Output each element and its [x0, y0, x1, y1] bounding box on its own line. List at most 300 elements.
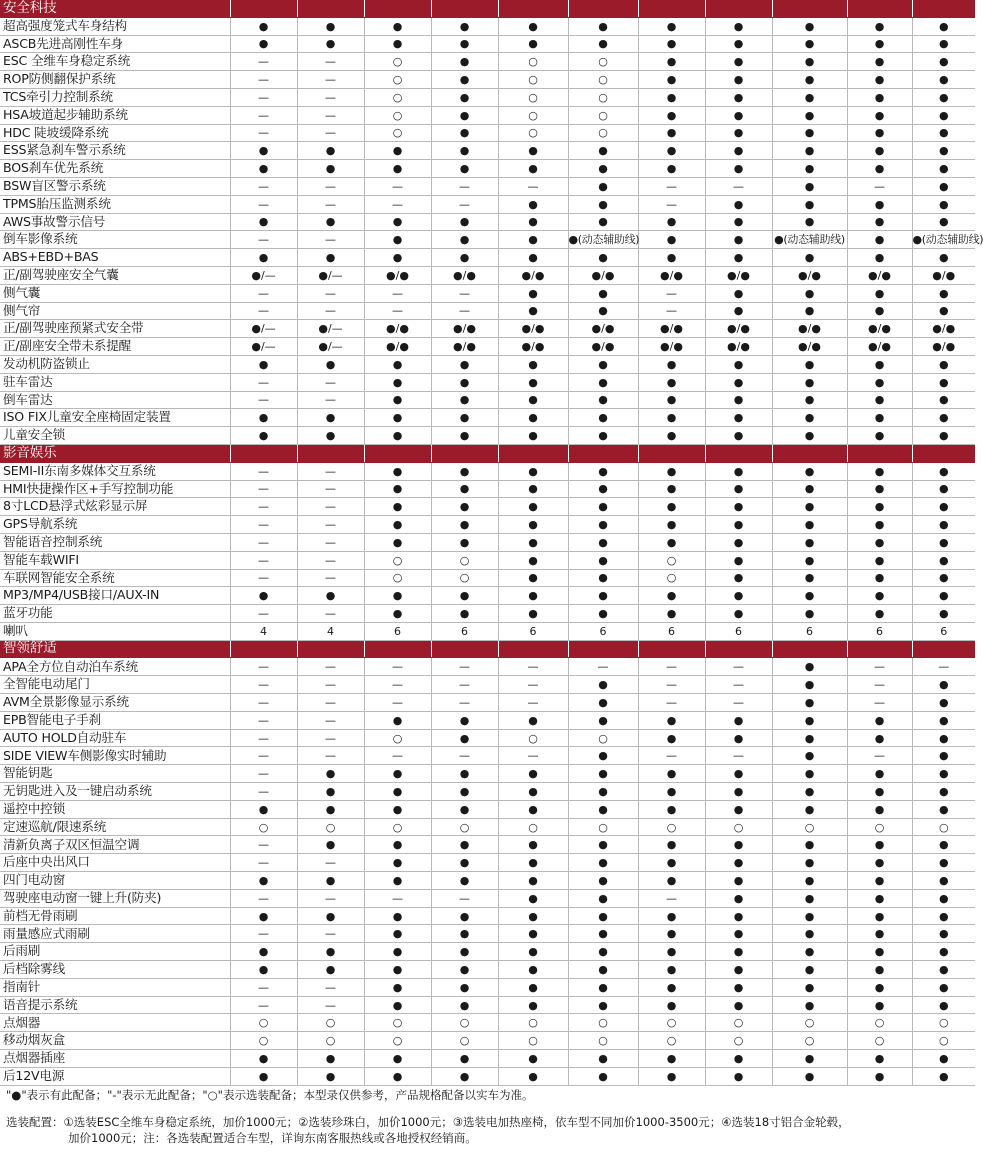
spec-cell: ● [772, 800, 847, 818]
spec-cell: ● [705, 907, 772, 925]
spec-cell: ○ [847, 1032, 912, 1050]
spec-cell: ●/● [772, 266, 847, 284]
spec-cell: ● [431, 498, 498, 516]
spec-cell: ● [772, 765, 847, 783]
section-header-cell [297, 640, 364, 658]
spec-cell: ● [912, 1067, 975, 1085]
spec-cell: — [364, 889, 431, 907]
spec-cell: — [847, 694, 912, 712]
spec-cell: ○ [568, 729, 638, 747]
spec-cell: — [364, 284, 431, 302]
spec-cell: ● [847, 1050, 912, 1068]
spec-cell: ● [498, 391, 568, 409]
spec-cell: — [297, 480, 364, 498]
feature-label: ESS紧急刹车警示系统 [0, 142, 230, 160]
spec-cell: ● [297, 765, 364, 783]
spec-cell: ○ [498, 818, 568, 836]
spec-cell: ● [772, 711, 847, 729]
spec-cell: ● [772, 658, 847, 676]
spec-cell: ●/● [498, 338, 568, 356]
spec-cell: ● [431, 462, 498, 480]
spec-cell: ●/● [847, 338, 912, 356]
spec-cell: ● [705, 551, 772, 569]
spec-cell: ● [431, 872, 498, 890]
spec-cell: ● [568, 480, 638, 498]
spec-cell: ● [847, 53, 912, 71]
feature-label: 驻车雷达 [0, 373, 230, 391]
spec-cell: ● [912, 907, 975, 925]
spec-cell: ● [847, 729, 912, 747]
spec-cell: ● [772, 35, 847, 53]
table-row [0, 729, 975, 747]
spec-cell: ● [431, 106, 498, 124]
table-row [0, 800, 975, 818]
feature-label: 蓝牙功能 [0, 605, 230, 623]
spec-cell: ● [230, 1067, 297, 1085]
spec-cell: ● [638, 1067, 705, 1085]
spec-cell: ● [364, 1067, 431, 1085]
spec-cell: ● [364, 160, 431, 178]
spec-cell: ● [912, 17, 975, 35]
spec-cell: ● [230, 427, 297, 445]
spec-cell: ● [705, 854, 772, 872]
spec-cell: ● [638, 605, 705, 623]
spec-cell: ● [847, 925, 912, 943]
table-row [0, 35, 975, 53]
spec-cell: ● [705, 996, 772, 1014]
table-row [0, 658, 975, 676]
spec-cell: ● [364, 854, 431, 872]
spec-cell: — [230, 836, 297, 854]
section-header-cell [772, 640, 847, 658]
feature-label: 发动机防盗锁止 [0, 355, 230, 373]
spec-cell: ● [912, 551, 975, 569]
spec-cell: ● [705, 35, 772, 53]
spec-cell: ● [705, 373, 772, 391]
feature-label: 后座中央出风口 [0, 854, 230, 872]
feature-label: 正/副座安全带未系提醒 [0, 338, 230, 356]
spec-cell: ● [230, 17, 297, 35]
spec-cell: — [638, 658, 705, 676]
spec-cell: ● [847, 765, 912, 783]
section-header-cell [431, 640, 498, 658]
spec-cell: — [364, 302, 431, 320]
feature-label: 儿童安全锁 [0, 427, 230, 445]
spec-cell: ○ [297, 1032, 364, 1050]
spec-cell: — [364, 694, 431, 712]
spec-cell: ● [705, 1067, 772, 1085]
spec-cell: ● [772, 409, 847, 427]
spec-cell: ○ [638, 1014, 705, 1032]
spec-cell: ● [230, 587, 297, 605]
spec-cell: ● [912, 249, 975, 267]
spec-cell: ● [705, 142, 772, 160]
spec-cell: ● [772, 302, 847, 320]
spec-cell: ● [772, 427, 847, 445]
spec-cell: ● [772, 854, 847, 872]
section-header-cell [498, 444, 568, 462]
feature-label: 语音提示系统 [0, 996, 230, 1014]
spec-cell: ● [847, 88, 912, 106]
spec-cell: 6 [431, 622, 498, 640]
spec-cell: ● [568, 177, 638, 195]
spec-cell: ● [498, 836, 568, 854]
spec-cell: ○ [364, 729, 431, 747]
spec-cell: ● [772, 889, 847, 907]
spec-cell: ● [498, 355, 568, 373]
spec-cell: — [297, 711, 364, 729]
spec-cell: ○ [498, 729, 568, 747]
spec-cell: ● [568, 551, 638, 569]
spec-cell: ● [364, 836, 431, 854]
spec-cell: ● [912, 355, 975, 373]
spec-cell: ● [431, 213, 498, 231]
spec-cell: ● [568, 569, 638, 587]
spec-cell: ● [364, 213, 431, 231]
spec-cell: — [297, 516, 364, 534]
spec-cell: ● [568, 978, 638, 996]
spec-cell: ● [498, 551, 568, 569]
spec-cell: ● [847, 106, 912, 124]
spec-cell: ● [498, 142, 568, 160]
spec-cell: ○ [431, 551, 498, 569]
spec-cell: — [705, 177, 772, 195]
spec-cell: ● [912, 106, 975, 124]
spec-cell: ● [638, 106, 705, 124]
spec-cell: ● [705, 498, 772, 516]
spec-cell: ● [847, 249, 912, 267]
spec-cell: ● [847, 961, 912, 979]
spec-cell: ● [498, 409, 568, 427]
spec-cell: ● [568, 516, 638, 534]
spec-cell: — [297, 498, 364, 516]
spec-cell: ● [705, 302, 772, 320]
spec-cell: ● [912, 1050, 975, 1068]
spec-cell: ● [705, 195, 772, 213]
spec-cell: ● [364, 480, 431, 498]
section-header-cell [705, 444, 772, 462]
spec-cell: ● [568, 302, 638, 320]
feature-label: 无钥匙进入及一键启动系统 [0, 783, 230, 801]
spec-cell: ● [297, 249, 364, 267]
spec-cell: ● [431, 231, 498, 249]
spec-cell: ● [772, 88, 847, 106]
spec-cell: ● [568, 747, 638, 765]
spec-cell: ○ [364, 53, 431, 71]
spec-cell: ● [230, 249, 297, 267]
spec-cell: ● [568, 889, 638, 907]
spec-cell: ● [297, 872, 364, 890]
spec-cell: ● [230, 943, 297, 961]
spec-cell: ○ [638, 551, 705, 569]
spec-cell: ○ [364, 124, 431, 142]
feature-label: GPS导航系统 [0, 516, 230, 534]
spec-cell: ● [638, 943, 705, 961]
spec-cell: ○ [498, 106, 568, 124]
spec-cell: ● [772, 551, 847, 569]
spec-cell: ○ [364, 1014, 431, 1032]
spec-cell: ● [912, 569, 975, 587]
spec-cell: ○ [568, 1014, 638, 1032]
spec-cell: ● [912, 88, 975, 106]
spec-cell: — [230, 462, 297, 480]
spec-cell: ● [431, 765, 498, 783]
feature-label: 侧气帘 [0, 302, 230, 320]
spec-cell: ● [638, 53, 705, 71]
spec-cell: ●/— [230, 320, 297, 338]
spec-cell: ● [638, 854, 705, 872]
spec-cell: ● [431, 907, 498, 925]
spec-cell: ● [847, 587, 912, 605]
spec-cell: ● [568, 284, 638, 302]
spec-cell: ● [705, 231, 772, 249]
spec-cell: ● [230, 142, 297, 160]
spec-cell: — [297, 533, 364, 551]
spec-cell: ● [297, 587, 364, 605]
spec-cell: 6 [364, 622, 431, 640]
spec-cell: ● [498, 213, 568, 231]
section-header-cell [912, 640, 975, 658]
section-header [0, 0, 975, 17]
spec-cell: ● [705, 800, 772, 818]
spec-cell: ● [847, 516, 912, 534]
spec-cell: ● [498, 480, 568, 498]
spec-cell: ● [847, 605, 912, 623]
section-header-cell [847, 640, 912, 658]
table-row [0, 996, 975, 1014]
spec-cell: ● [705, 284, 772, 302]
spec-cell: ● [364, 427, 431, 445]
spec-cell: ● [772, 160, 847, 178]
spec-cell: ● [498, 35, 568, 53]
table-row [0, 978, 975, 996]
spec-cell: — [705, 694, 772, 712]
section-header-cell [230, 444, 297, 462]
spec-cell: ○ [638, 818, 705, 836]
spec-cell: ● [431, 373, 498, 391]
section-title: 安全科技 [0, 0, 230, 17]
spec-cell: ● [431, 1050, 498, 1068]
spec-cell: ● [772, 53, 847, 71]
table-row [0, 1050, 975, 1068]
spec-cell: ● [638, 355, 705, 373]
spec-cell: ●/● [364, 266, 431, 284]
feature-label: 后档除雾线 [0, 961, 230, 979]
spec-cell: — [364, 676, 431, 694]
table-row [0, 872, 975, 890]
spec-cell: ●/● [772, 320, 847, 338]
table-row [0, 854, 975, 872]
table-row [0, 409, 975, 427]
spec-cell: ●/● [364, 338, 431, 356]
spec-cell: ● [705, 71, 772, 89]
spec-cell: ●/● [431, 320, 498, 338]
spec-cell: — [230, 284, 297, 302]
spec-cell: ● [772, 569, 847, 587]
spec-cell: ● [847, 854, 912, 872]
spec-cell: ● [568, 498, 638, 516]
spec-cell: ○ [568, 106, 638, 124]
spec-cell: — [230, 53, 297, 71]
feature-label: 正/副驾驶座安全气囊 [0, 266, 230, 284]
feature-label: BOS刹车优先系统 [0, 160, 230, 178]
feature-label: SIDE VIEW车侧影像实时辅助 [0, 747, 230, 765]
feature-label: 遥控中控锁 [0, 800, 230, 818]
spec-cell: — [230, 302, 297, 320]
spec-cell: — [638, 284, 705, 302]
spec-cell: — [230, 658, 297, 676]
spec-cell: ● [705, 925, 772, 943]
spec-cell: ● [568, 355, 638, 373]
spec-cell: ● [638, 996, 705, 1014]
table-row [0, 818, 975, 836]
table-row [0, 302, 975, 320]
spec-cell: — [230, 694, 297, 712]
spec-cell: ● [847, 142, 912, 160]
spec-cell: ● [568, 35, 638, 53]
spec-cell: — [638, 889, 705, 907]
spec-cell: ● [847, 409, 912, 427]
spec-cell: — [230, 569, 297, 587]
spec-cell: ● [912, 142, 975, 160]
table-row [0, 836, 975, 854]
spec-cell: 6 [912, 622, 975, 640]
spec-cell: — [498, 694, 568, 712]
spec-cell: ● [772, 480, 847, 498]
feature-label: ASCB先进高刚性车身 [0, 35, 230, 53]
spec-cell: ● [705, 53, 772, 71]
spec-cell: ● [912, 889, 975, 907]
spec-cell: — [297, 569, 364, 587]
spec-cell: ● [498, 231, 568, 249]
spec-cell: ● [912, 516, 975, 534]
spec-cell: ● [431, 996, 498, 1014]
spec-cell: ● [847, 213, 912, 231]
spec-cell: ○ [431, 569, 498, 587]
table-row [0, 694, 975, 712]
spec-cell: ● [772, 836, 847, 854]
spec-cell: ●/● [705, 338, 772, 356]
spec-cell: ● [297, 836, 364, 854]
spec-cell: ● [364, 249, 431, 267]
spec-cell: ● [638, 872, 705, 890]
spec-cell: ● [847, 783, 912, 801]
spec-cell: ● [705, 533, 772, 551]
spec-cell: ● [297, 427, 364, 445]
spec-cell: ● [364, 907, 431, 925]
feature-label: 清新负离子双区恒温空调 [0, 836, 230, 854]
spec-cell: ● [498, 1050, 568, 1068]
spec-cell: — [297, 676, 364, 694]
spec-cell: — [297, 925, 364, 943]
spec-cell: ● [847, 836, 912, 854]
feature-label: 智能语音控制系统 [0, 533, 230, 551]
spec-cell: ○ [912, 818, 975, 836]
spec-cell: — [498, 747, 568, 765]
spec-cell: ● [364, 355, 431, 373]
spec-cell: ● [364, 35, 431, 53]
feature-label: BSW盲区警示系统 [0, 177, 230, 195]
spec-cell: ● [230, 800, 297, 818]
spec-cell: — [847, 676, 912, 694]
spec-cell: ● [498, 284, 568, 302]
feature-label: 后12V电源 [0, 1067, 230, 1085]
spec-cell: ● [568, 800, 638, 818]
spec-cell: ● [912, 943, 975, 961]
spec-cell: ● [431, 533, 498, 551]
spec-cell: ● [705, 106, 772, 124]
spec-cell: — [297, 694, 364, 712]
spec-cell: ● [431, 516, 498, 534]
spec-cell: — [297, 462, 364, 480]
spec-cell: ● [638, 533, 705, 551]
section-header-cell [364, 0, 431, 17]
spec-cell: ● [568, 996, 638, 1014]
spec-cell: ● [638, 978, 705, 996]
spec-cell: ● [364, 711, 431, 729]
spec-cell: — [431, 889, 498, 907]
feature-label: 雨量感应式雨刷 [0, 925, 230, 943]
feature-label: 倒车影像系统 [0, 231, 230, 249]
table-row [0, 106, 975, 124]
spec-cell: — [431, 284, 498, 302]
spec-cell: — [297, 284, 364, 302]
spec-cell: ● [364, 17, 431, 35]
spec-cell: ●/● [364, 320, 431, 338]
spec-cell: — [638, 302, 705, 320]
spec-cell: ●/● [912, 338, 975, 356]
spec-cell: ● [912, 213, 975, 231]
spec-cell: ● [568, 676, 638, 694]
spec-cell: — [431, 658, 498, 676]
spec-cell: ●/— [297, 266, 364, 284]
spec-cell: ● [705, 1050, 772, 1068]
spec-cell: ● [498, 605, 568, 623]
spec-cell: ● [364, 765, 431, 783]
spec-cell: ○ [230, 1014, 297, 1032]
spec-cell: ● [364, 498, 431, 516]
feature-label: 驾驶座电动窗一键上升(防夹) [0, 889, 230, 907]
spec-cell: ● [431, 800, 498, 818]
spec-cell: — [847, 658, 912, 676]
spec-cell: ● [847, 195, 912, 213]
spec-cell: ●/● [498, 320, 568, 338]
feature-label: EPB智能电子手刹 [0, 711, 230, 729]
spec-cell: ●/— [230, 266, 297, 284]
spec-cell: — [230, 854, 297, 872]
spec-cell: ● [498, 978, 568, 996]
spec-cell: ● [912, 694, 975, 712]
spec-cell: — [297, 551, 364, 569]
spec-cell: ● [912, 747, 975, 765]
spec-cell: ● [847, 978, 912, 996]
spec-cell: ● [638, 907, 705, 925]
spec-cell: ● [705, 569, 772, 587]
spec-cell: — [230, 551, 297, 569]
spec-cell: ● [297, 17, 364, 35]
spec-cell: ○ [912, 1032, 975, 1050]
spec-cell: ● [364, 373, 431, 391]
spec-cell: 4 [230, 622, 297, 640]
spec-cell: ● [297, 1050, 364, 1068]
spec-cell: ● [568, 409, 638, 427]
spec-cell: ● [230, 409, 297, 427]
spec-cell: ○ [431, 1014, 498, 1032]
spec-cell: ● [705, 355, 772, 373]
spec-cell: ○ [705, 818, 772, 836]
spec-cell: ● [568, 213, 638, 231]
spec-cell: ●/● [638, 320, 705, 338]
